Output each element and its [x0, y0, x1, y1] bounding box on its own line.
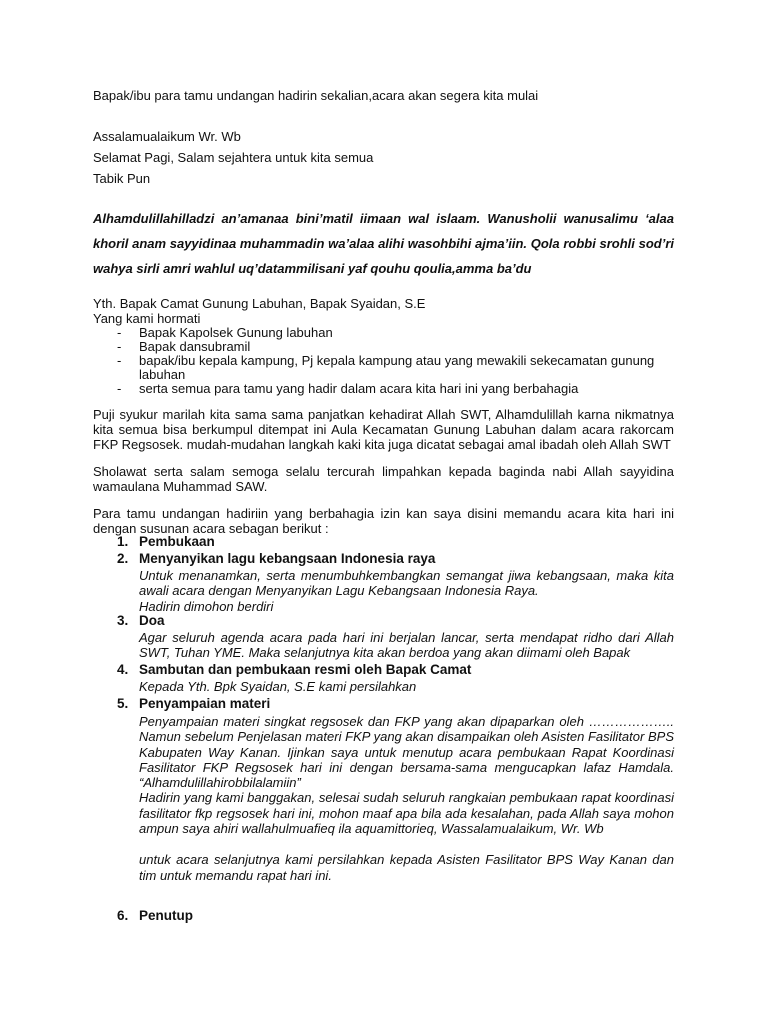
greeting-line: Assalamualaikum Wr. Wb	[93, 129, 241, 144]
opening-prayer: Alhamdulillahilladzi an’amanaa bini’matil iimaan wal islaam. Wanusholii wanusalimu ‘alaa khoril anam sayyidinaa muhammadin wa’alaa alihi wasohbihi ajma’iin. Qola robbi srohli sod’ri wahya sirli amri wahlul uq’datammilisani yaf qouhu qoulia,amma ba’du	[93, 211, 674, 276]
agenda-number: 1.	[117, 534, 129, 549]
agenda-description: Untuk menanamkan, serta menumbuhkembangkan semangat jiwa kebangsaan, maka kita awali acara dengan Menyanyikan Lagu Kebangsaan Indonesia Raya. Hadirin dimohon berdiri	[139, 568, 674, 614]
agenda-number: 3.	[117, 613, 129, 628]
list-item: - Bapak Kapolsek Gunung labuhan	[117, 325, 333, 340]
greeting-line: Selamat Pagi, Salam sejahtera untuk kita semua	[93, 150, 374, 165]
list-item: - Bapak dansubramil	[117, 339, 251, 354]
agenda-title: Sambutan dan pembukaan resmi oleh Bapak Camat	[139, 662, 472, 677]
dash-bullet: -	[117, 353, 122, 368]
agenda-number: 2.	[117, 551, 129, 566]
dash-bullet: -	[117, 339, 122, 354]
agenda-title: Doa	[139, 613, 165, 628]
paragraph-puji-syukur: Puji syukur marilah kita sama sama panjatkan kehadirat Allah SWT, Alhamdulillah karna nikmatnya kita semua bisa berkumpul ditempat ini Aula Kecamatan Gunung Labuhan dalam acara rakorcam FKP Regsosek. mudah-mudahan langkah kaki kita juga dicatat sebagai amal ibadah oleh Allah SWT	[93, 407, 674, 452]
agenda-title: Menyanyikan lagu kebangsaan Indonesia raya	[139, 551, 436, 566]
address-line-camat: Yth. Bapak Camat Gunung Labuhan, Bapak Syaidan, S.E	[93, 296, 426, 311]
agenda-description: Kepada Yth. Bpk Syaidan, S.E kami persilahkan	[139, 679, 417, 694]
greeting-line: Tabik Pun	[93, 171, 151, 186]
list-item: - serta semua para tamu yang hadir dalam acara kita hari ini yang berbahagia	[117, 381, 579, 396]
list-item: - bapak/ibu kepala kampung, Pj kepala kampung atau yang mewakili sekecamatan gunung labuhan	[117, 353, 655, 382]
agenda-number: 6.	[117, 908, 129, 923]
dash-bullet: -	[117, 325, 122, 340]
honoree-list	[93, 326, 674, 396]
address-line-hormati: Yang kami hormati	[93, 311, 201, 326]
paragraph-para-tamu: Para tamu undangan hadiriin yang berbahagia izin kan saya disini memandu acara kita hari ini dengan susunan acara sebagan berikut :	[93, 506, 674, 536]
agenda-title: Pembukaan	[139, 534, 215, 549]
intro-line: Bapak/ibu para tamu undangan hadirin sekalian,acara akan segera kita mulai	[93, 88, 539, 103]
greetings	[93, 126, 674, 189]
agenda-description: Penyampaian materi singkat regsosek dan FKP yang akan dipaparkan oleh ……………….. Namun sebelum Penjelasan materi FKP yang akan disampaikan oleh Asisten Fasilitator BPS Kabupaten Way Kanan. Ijinkan saya untuk menutup acara pembukaan Rapat Koordinasi Fasilitator FKP Regsosek hari ini dengan bersama-sama mengucapkan lafaz Hamdala. “Alhamdulillahirobbilalamiin” Hadirin yang kami banggakan, selesai sudah seluruh rangkaian pembukaan rapat koordinasi fasilitator fkp regsosek hari ini, mohon maaf apa bila ada kesalahan, pada Allah saya mohon ampun saya ahiri wallahulmuafieq ila aquamittorieq, Wassalamualaikum, Wr. Wb untuk acara selanjutnya kami persilahkan kepada Asisten Fasilitator BPS Way Kanan dan tim untuk memandu rapat hari ini.	[139, 714, 674, 883]
agenda-number: 4.	[117, 662, 129, 677]
address-block	[93, 296, 674, 396]
agenda-title: Penyampaian materi	[139, 696, 271, 711]
agenda-description: Agar seluruh agenda acara pada hari ini berjalan lancar, serta mendapat ridho dari Allah SWT, Tuhan YME. Maka selanjutnya kita akan berdoa yang akan diimami oleh Bapak	[139, 630, 674, 661]
dash-bullet: -	[117, 381, 122, 396]
paragraph-sholawat: Sholawat serta salam semoga selalu tercurah limpahkan kepada baginda nabi Allah sayyidina wamaulana Muhammad SAW.	[93, 464, 674, 494]
agenda-title: Penutup	[139, 908, 193, 923]
agenda-number: 5.	[117, 696, 129, 711]
